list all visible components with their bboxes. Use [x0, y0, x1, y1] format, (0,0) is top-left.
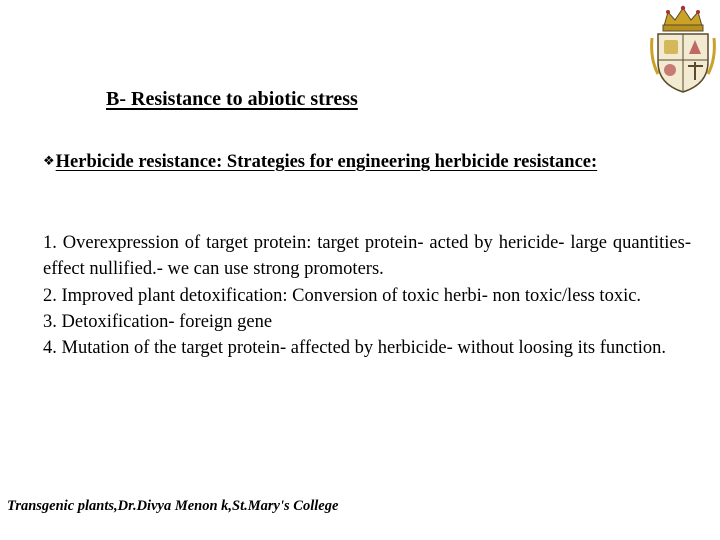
point-item: 1. Overexpression of target protein: target protein- acted by hericide- large quantities- effect nullified.- we can use strong promoters.: [43, 233, 691, 280]
points-list: [43, 230, 691, 361]
subheading-text: Herbicide resistance: Strategies for engineering herbicide resistance:: [55, 152, 598, 172]
college-crest-icon: [648, 4, 718, 96]
point-item: 2. Improved plant detoxification: Conversion of toxic herbi- non toxic/less toxic.: [43, 285, 642, 306]
point-item: 4. Mutation of the target protein- affected by herbicide- without loosing its function.: [43, 338, 667, 359]
diamond-bullet-icon: ❖: [43, 154, 55, 169]
subheading: [43, 150, 653, 174]
footer-credit: Transgenic plants,Dr.Divya Menon k,St.Mary's College: [7, 498, 339, 514]
slide-title: B- Resistance to abiotic stress: [106, 88, 358, 110]
point-item: 3. Detoxification- foreign gene: [43, 311, 273, 332]
